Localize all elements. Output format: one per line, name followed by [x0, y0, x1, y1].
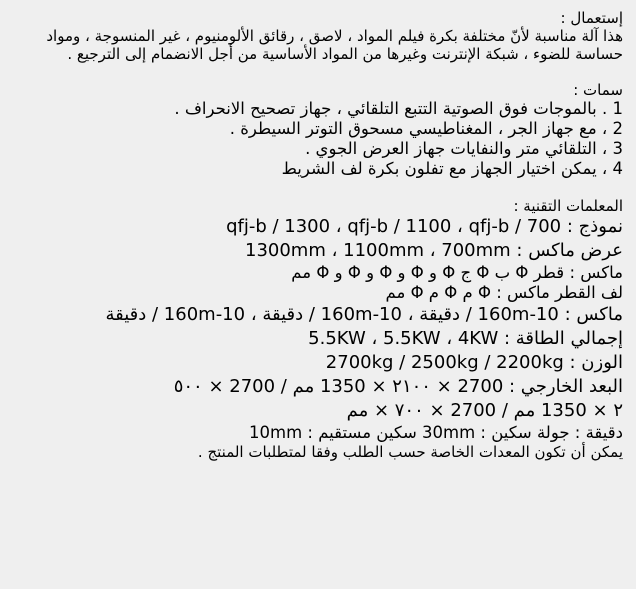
spacer: [13, 179, 623, 197]
spec-max-width: عرض ماكس : 1300mm ، 1100mm ، 700mm: [245, 240, 623, 261]
spec-accuracy: دقيقة : جولة سكين : 30mm سكين مستقيم : 10mm: [249, 423, 623, 442]
features-heading: سمات :: [573, 81, 623, 99]
specs-heading: المعلمات التقنية :: [513, 197, 623, 215]
spacer: [13, 63, 623, 81]
spec-max-speed: ماكس : 160m-10 / دقيقة ، 160m-10 / دقيقة ، 160m-10 / دقيقة: [105, 304, 623, 325]
feature-item-4: 4 ، يمكن اختيار الجهاز مع تفلون بكرة لف الشريط: [281, 159, 623, 178]
spec-dimensions-line-1: البعد الخارجي : 2700 × ٢١٠٠ × 1350 مم / 2700 × ٥٠٠: [173, 376, 623, 397]
spec-max-diameter: ماكس : قطر Φ ب Φ ج Φ و Φ و Φ و Φ و Φ مم: [291, 263, 623, 282]
custom-equipment-note: يمكن أن تكون المعدات الخاصة حسب الطلب وفقا لمتطلبات المنتج .: [197, 443, 623, 461]
spec-total-power: إجمالي الطاقة : 5.5KW ، 5.5KW ، 4KW: [308, 328, 623, 349]
usage-heading: إستعمال :: [560, 9, 623, 27]
feature-item-2: 2 ، مع جهاز الجر ، المغناطيسي مسحوق التوتر السيطرة .: [229, 119, 623, 138]
feature-item-1: 1 . بالموجات فوق الصوتية التتبع التلقائي ، جهاز تصحيح الانحراف .: [174, 99, 623, 118]
spec-dimensions-line-2: ٢ × 1350 مم / 2700 × ٧٠٠ × مم: [346, 400, 623, 421]
spec-max-rewind-diameter: لف القطر ماكس : Φ م Φ م Φ مم: [385, 283, 623, 302]
spec-weight: الوزن : 2700kg / 2500kg / 2200kg: [325, 352, 623, 373]
spec-model: نموذج : qfj-b / 1300 ، qfj-b / 1100 ، qfj-b / 700: [226, 216, 623, 237]
feature-item-3: 3 ، التلقائي متر والنفايات جهاز العرض الجوي .: [305, 139, 623, 158]
usage-text: هذا آلة مناسبة لأنّ مختلفة بكرة فيلم المواد ، لاصق ، رقائق الألومنيوم ، غير المنسوجة ، ومواد حساسة للضوء ، شبكة الإنترنت وغيرها من المواد الأساسية من أجل الانضمام إلى الترجيع .: [46, 27, 623, 63]
